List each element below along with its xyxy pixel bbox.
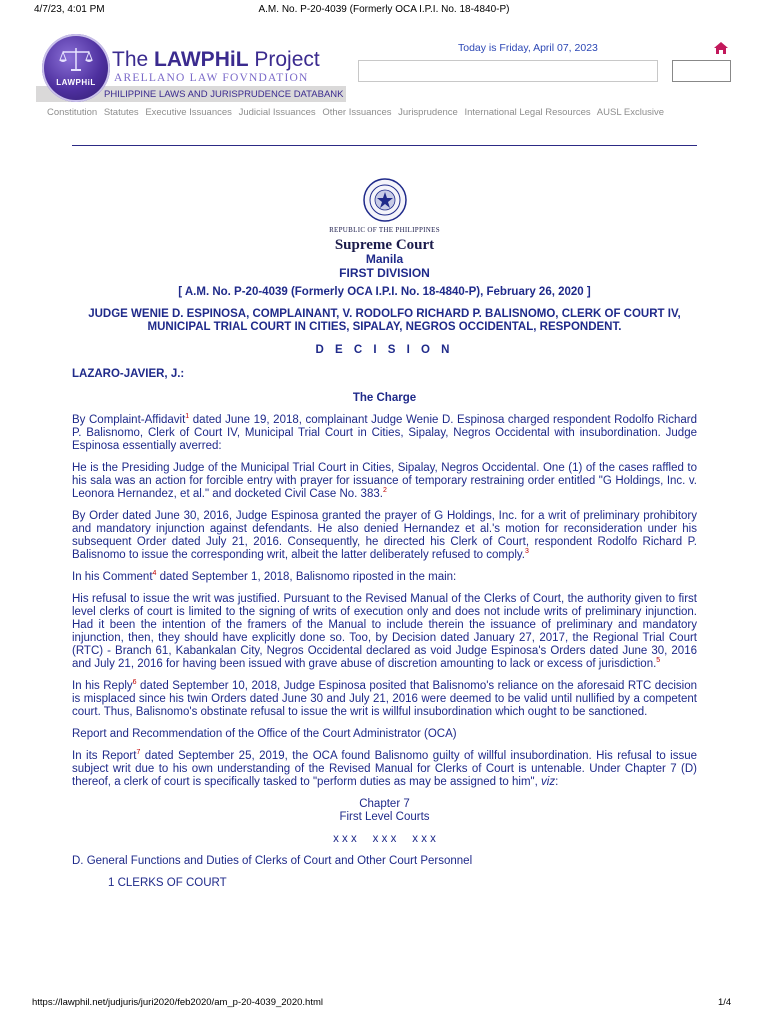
- court-city: Manila: [365, 252, 404, 266]
- ponente: LAZARO-JAVIER, J.:: [72, 368, 185, 380]
- ellipsis-line: x x x x x x x x x: [333, 833, 436, 845]
- case-parties: JUDGE WENIE D. ESPINOSA, COMPLAINANT, V. RODOLFO RICHARD P. BALISNOMO, CLERK OF COURT IV, MUNICIPAL TRIAL COURT IN CITIES, SIPALAY, NEGROS OCCIDENTAL, RESPONDENT.: [88, 308, 681, 333]
- nav-constitution[interactable]: Constitution: [47, 107, 98, 118]
- paragraph-3: By Order dated June 30, 2016, Judge Espinosa granted the prayer of G Holdings, Inc. for a writ of preliminary prohibitory and mandatory injunction against defendants. He also denied Hernandez et al.'s motion for reconsideration under his subsequent Order dated July 21, 2016. Consequently, he directed his Clerk of Court, respondent Rodolfo Richard P. Balisnomo to issue the corresponding writ, albeit the latter deliberately refused to comply.$^3$: [72, 510, 697, 561]
- nav-international-legal-resources[interactable]: International Legal Resources: [464, 107, 591, 118]
- print-datetime: 4/7/23, 4:01 PM: [34, 4, 105, 15]
- court-heading: [72, 178, 697, 357]
- logo-label: LAWPHiL: [56, 78, 96, 87]
- oca-heading: Report and Recommendation of the Office of the Court Administrator (OCA): [72, 728, 457, 740]
- nav-jurisprudence[interactable]: Jurisprudence: [398, 107, 458, 118]
- footnote-5[interactable]: 5: [656, 657, 661, 665]
- site-brand[interactable]: [112, 48, 320, 72]
- footnote-2[interactable]: 2: [382, 487, 387, 495]
- home-icon[interactable]: [713, 41, 729, 55]
- footnote-6[interactable]: 6: [132, 679, 137, 687]
- main-nav: [47, 107, 668, 118]
- paragraph-1: By Complaint-Affidavit$^1$ dated June 19, 2018, complainant Judge Wenie D. Espinosa charged respondent Rodolfo Richard P. Balisnomo, Clerk of Court IV, Municipal Trial Court in Cities, Sipalay, Negros Occidental with insubordination. Judge Espinosa essentially averred:: [72, 413, 697, 452]
- brand-name: LAWPHiL: [154, 48, 249, 71]
- court-name: Supreme Court: [334, 237, 435, 253]
- scales-of-justice-icon: [58, 46, 94, 72]
- site-header: [0, 0, 768, 100]
- footnote-1[interactable]: 1: [185, 413, 190, 421]
- decision-document: [72, 178, 697, 890]
- lawphil-logo[interactable]: [42, 34, 110, 102]
- today-date: Today is Friday, April 07, 2023: [458, 42, 598, 54]
- header-divider: [72, 145, 697, 146]
- list-item-clerks-of-court: 1 CLERKS OF COURT: [108, 877, 227, 889]
- supreme-court-seal-icon: [363, 178, 407, 222]
- nav-ausl-exclusive[interactable]: AUSL Exclusive: [596, 107, 665, 118]
- brand-suffix: Project: [254, 48, 320, 71]
- chapter-heading: Chapter 7: [359, 798, 410, 810]
- paragraph-6: In his Reply$^6$ dated September 10, 2018, Judge Espinosa posited that Balisnomo's reliance on the aforesaid RTC decision is misplaced since his twin Orders dated June 30 and July 21, 2016 were deemed to be valid until nullified by a competent court. Thus, Balisnomo's obstinate refusal to issue the writ is willful insubordination which ought to be sanctioned.: [72, 679, 697, 718]
- court-division: FIRST DIVISION: [339, 266, 430, 280]
- paragraph-2: He is the Presiding Judge of the Municipal Trial Court in Cities, Sipalay, Negros Occidental. One (1) of the cases raffled to his sala was an action for forcible entry with prayer for issuance of temporary restraining order entitled "G Holdings, Inc. v. Leonora Hernandez, et al." and docketed Civil Case No. 383.$^2$: [72, 462, 697, 500]
- case-number: [ A.M. No. P-20-4039 (Formerly OCA I.P.I. No. 18-4840-P), February 26, 2020 ]: [178, 286, 591, 298]
- decision-heading: D E C I S I O N: [315, 344, 454, 356]
- section-d-heading: D. General Functions and Duties of Clerks of Court and Other Court Personnel: [72, 855, 473, 867]
- brand-prefix: The: [112, 48, 149, 71]
- paragraph-7: In its Report$^7$ dated September 25, 2019, the OCA found Balisnomo guilty of willful insubordination. His refusal to issue subject writ due to his own understanding of the Revised Manual for Clerks of Court is untenable. Under Chapter 7 (D) thereof, a clerk of court is specifically tasked to "perform duties as may be assigned to him", viz:: [72, 749, 698, 788]
- databank-label: PHILIPPINE LAWS AND JURISPRUDENCE DATABANK: [104, 89, 344, 100]
- nav-executive-issuances[interactable]: Executive Issuances: [145, 107, 232, 118]
- print-footer-page: 1/4: [718, 997, 732, 1008]
- nav-other-issuances[interactable]: Other Issuances: [322, 107, 392, 118]
- footnote-7[interactable]: 7: [136, 749, 141, 757]
- footnote-3[interactable]: 3: [525, 548, 529, 556]
- print-title: A.M. No. P-20-4039 (Formerly OCA I.P.I. No. 18-4840-P): [258, 4, 510, 15]
- search-input[interactable]: [358, 60, 658, 82]
- republic-label: REPUBLIC OF THE PHILIPPINES: [329, 226, 440, 234]
- foundation-name: ARELLANO LAW FOVNDATION: [114, 72, 309, 84]
- chapter-subheading: First Level Courts: [339, 811, 430, 823]
- charge-heading: The Charge: [352, 392, 417, 404]
- paragraph-5: His refusal to issue the writ was justified. Pursuant to the Revised Manual of the Clerks of Court, the authority given to first level clerks of court is limited to the signing of writs of execution only and does not include writs of preliminary injunction. Had it been the intention of the framers of the Manual to include therein the issuance of preliminary and mandatory injunction, then, they should have explicitly done so. Too, by Decision dated January 27, 2017, the Regional Trial Court (RTC) - Branch 61, Kabankalan City, Negros Occidental declared as void Judge Espinosa's Orders dated June 30, 2016 and July 21, 2016 for having been issued with grave abuse of discretion amounting to lack or excess of jurisdiction.$^5$: [72, 593, 697, 670]
- search-button[interactable]: [672, 60, 731, 82]
- print-footer-url: https://lawphil.net/judjuris/juri2020/feb2020/am_p-20-4039_2020.html: [32, 997, 323, 1008]
- paragraph-4: In his Comment$^4$ dated September 1, 2018, Balisnomo riposted in the main:: [72, 570, 457, 583]
- nav-statutes[interactable]: Statutes: [103, 107, 139, 118]
- nav-judicial-issuances[interactable]: Judicial Issuances: [238, 107, 316, 118]
- footnote-4[interactable]: 4: [152, 570, 157, 578]
